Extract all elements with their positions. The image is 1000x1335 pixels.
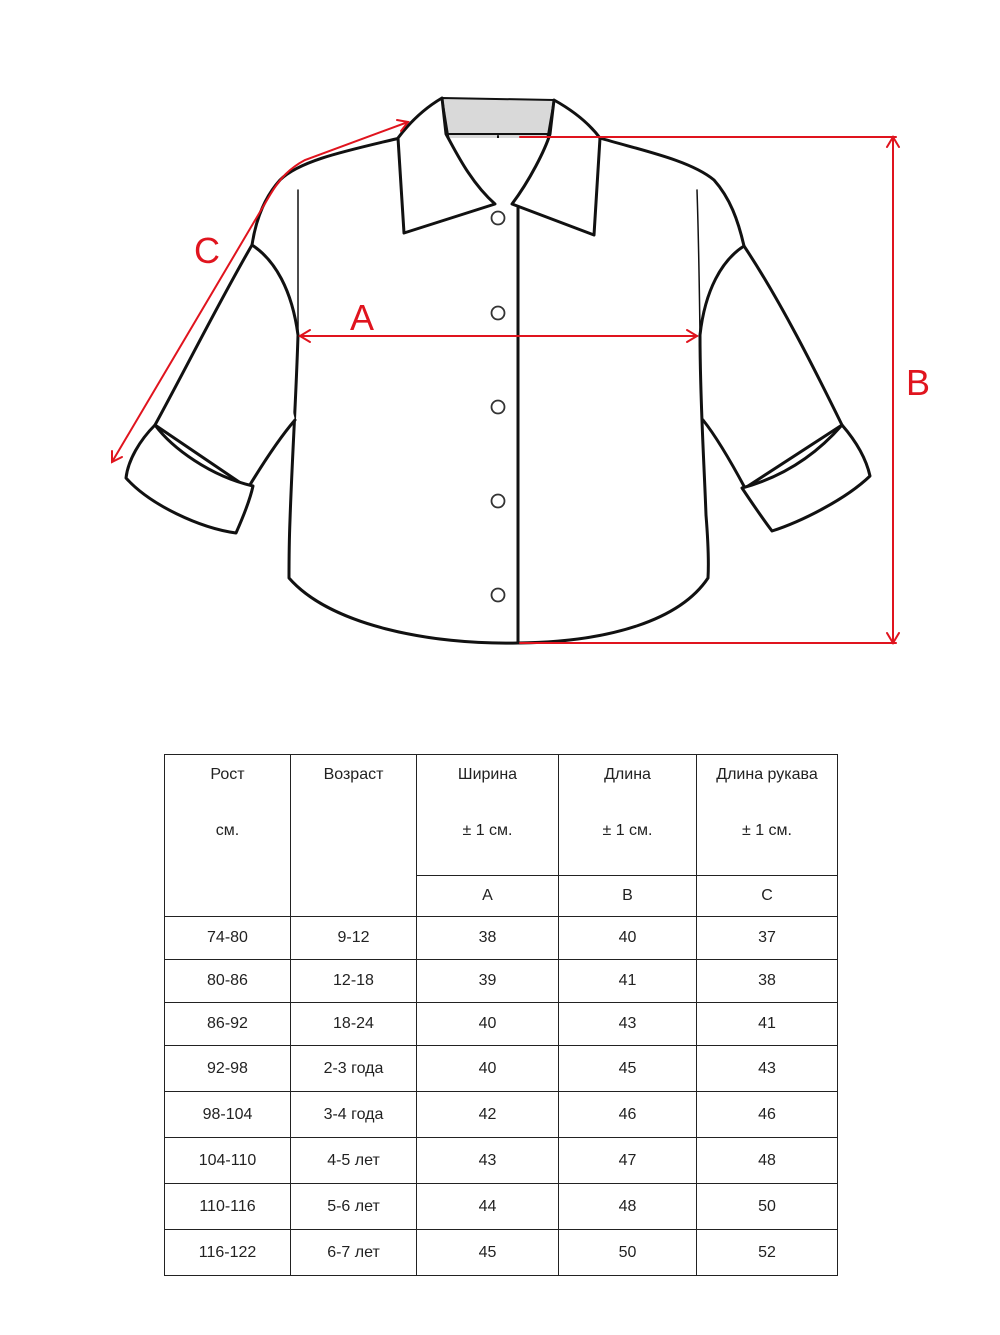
cell-sleeve: 41	[697, 1003, 838, 1046]
button	[492, 401, 505, 414]
cell-height: 92-98	[165, 1046, 291, 1092]
cell-age: 2-3 года	[291, 1046, 417, 1092]
cell-height: 110-116	[165, 1184, 291, 1230]
size-table	[164, 754, 838, 1276]
header-width: Ширина ± 1 см.	[417, 755, 559, 876]
cell-length: 46	[559, 1092, 697, 1138]
button	[492, 212, 505, 225]
subheader-b: B	[559, 876, 697, 917]
cell-length: 45	[559, 1046, 697, 1092]
cell-age: 12-18	[291, 960, 417, 1003]
table-row	[165, 1092, 838, 1138]
cell-height: 74-80	[165, 917, 291, 960]
cell-length: 47	[559, 1138, 697, 1184]
cell-age: 5-6 лет	[291, 1184, 417, 1230]
cell-sleeve: 50	[697, 1184, 838, 1230]
cell-age: 9-12	[291, 917, 417, 960]
cell-width: 40	[417, 1046, 559, 1092]
cell-length: 48	[559, 1184, 697, 1230]
cell-height: 104-110	[165, 1138, 291, 1184]
cell-width: 39	[417, 960, 559, 1003]
cell-age: 18-24	[291, 1003, 417, 1046]
table-row	[165, 1184, 838, 1230]
cell-sleeve: 37	[697, 917, 838, 960]
cell-sleeve: 43	[697, 1046, 838, 1092]
cell-length: 40	[559, 917, 697, 960]
cell-width: 38	[417, 917, 559, 960]
cell-width: 43	[417, 1138, 559, 1184]
table-row	[165, 1003, 838, 1046]
header-sleeve-length: Длина рукава ± 1 см.	[697, 755, 838, 876]
table-row	[165, 1046, 838, 1092]
cell-height: 86-92	[165, 1003, 291, 1046]
table-row	[165, 1230, 838, 1276]
button	[492, 307, 505, 320]
width-label: A	[350, 297, 375, 338]
header-age: Возраст	[291, 755, 417, 917]
cell-age: 6-7 лет	[291, 1230, 417, 1276]
cell-height: 80-86	[165, 960, 291, 1003]
header-length: Длина ± 1 см.	[559, 755, 697, 876]
cell-sleeve: 48	[697, 1138, 838, 1184]
table-row	[165, 960, 838, 1003]
cell-age: 4-5 лет	[291, 1138, 417, 1184]
cell-height: 98-104	[165, 1092, 291, 1138]
cell-age: 3-4 года	[291, 1092, 417, 1138]
table-row	[165, 917, 838, 960]
subheader-a: A	[417, 876, 559, 917]
cell-width: 42	[417, 1092, 559, 1138]
cell-width: 40	[417, 1003, 559, 1046]
shirt-outline	[126, 98, 870, 643]
length-label: B	[906, 362, 931, 403]
cell-sleeve: 46	[697, 1092, 838, 1138]
cell-length: 41	[559, 960, 697, 1003]
table-row	[165, 1138, 838, 1184]
cell-length: 50	[559, 1230, 697, 1276]
header-height: Рост см.	[165, 755, 291, 917]
header-row	[165, 755, 838, 876]
cell-length: 43	[559, 1003, 697, 1046]
cell-sleeve: 38	[697, 960, 838, 1003]
button	[492, 589, 505, 602]
cell-width: 45	[417, 1230, 559, 1276]
sleeve-label: C	[194, 230, 220, 271]
button	[492, 495, 505, 508]
cell-sleeve: 52	[697, 1230, 838, 1276]
cell-width: 44	[417, 1184, 559, 1230]
cell-height: 116-122	[165, 1230, 291, 1276]
subheader-c: C	[697, 876, 838, 917]
